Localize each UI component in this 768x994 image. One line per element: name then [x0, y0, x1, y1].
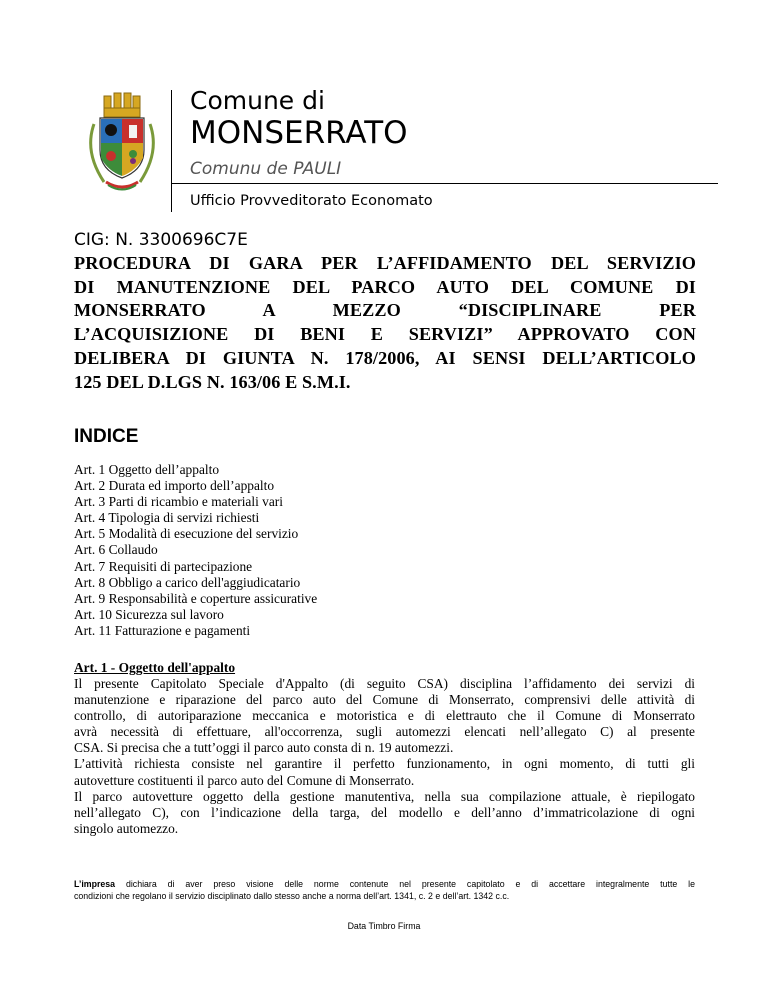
title-line: PROCEDURA DI GARA PER L’AFFIDAMENTO DEL SERVIZIO — [74, 253, 696, 273]
article-1-line: singolo automezzo. — [74, 820, 179, 836]
crown-icon — [104, 93, 140, 117]
article-1-heading: Art. 1 - Oggetto dell'appalto — [74, 660, 236, 675]
article-1-line: controllo, di autoriparazione meccanica e motoristica e di elettrauto che il Comune di Monserrato — [74, 708, 695, 724]
header-sardinian-name: Comunu de PAULI — [190, 159, 342, 179]
article-1-line: Il presente Capitolato Speciale d'Appalto (di seguito CSA) disciplina l’affidamento dei servizi di — [74, 676, 695, 691]
article-1-line: autovetture costituenti il parco auto del Comune di Monserrato. — [74, 772, 415, 788]
index-item: Art. 3 Parti di ricambio e materiali vari — [74, 494, 283, 510]
article-1-body — [74, 676, 695, 837]
article-1-line: Il parco autovetture oggetto della gestione manutentiva, nella sua compilazione attuale, è riepilogato — [74, 788, 695, 804]
footer-lead: L’impresa — [74, 879, 116, 889]
footer-signature-stamp: Data Timbro Firma — [347, 921, 421, 931]
header-vertical-rule — [171, 90, 172, 212]
index-item: Art. 8 Obbligo a carico dell'aggiudicatario — [74, 574, 301, 590]
title-line: MONSERRATO A MEZZO “DISCIPLINARE PER — [74, 300, 696, 321]
index-item: Art. 5 Modalità di esecuzione del servizio — [74, 526, 299, 542]
article-1-line: nell’allegato C), con l’indicazione della targa, del modello e dell’anno d’immatricolazione di ogni — [74, 804, 695, 820]
index-item: Art. 10 Sicurezza sul lavoro — [74, 606, 224, 622]
footer-line-2: condizioni che regolano il servizio disciplinato dallo stesso anche a norma dell’art. 1341, c. 2 e dell’art. 1342 c.c. — [74, 891, 510, 901]
header-office-name: Ufficio Provveditorato Economato — [190, 193, 433, 209]
title-line: 125 DEL D.LGS N. 163/06 E S.M.I. — [74, 371, 351, 392]
document-title — [74, 252, 696, 394]
article-1-line: CSA. Si precisa che a tutt’oggi il parco auto consta di n. 19 automezzi. — [74, 740, 454, 756]
header-comune-di: Comune di — [190, 86, 325, 115]
index-item: Art. 7 Requisiti di partecipazione — [74, 558, 253, 574]
article-1-line: avrà necessità di effettuare, all'occorrenza, sugli automezzi elencati nell’allegato C) al presente — [74, 724, 695, 740]
index-item: Art. 4 Tipologia di servizi richiesti — [74, 510, 260, 526]
title-line: L’ACQUISIZIONE DI BENI E SERVIZI” APPROVATO CON — [74, 324, 696, 345]
index-list — [74, 462, 317, 639]
title-line: DELIBERA DI GIUNTA N. 178/2006, AI SENSI DELL’ARTICOLO — [74, 347, 696, 368]
article-1-line: manutenzione e riparazione del parco auto del Comune di Monserrato, comprensivi delle attività di — [74, 692, 695, 708]
index-item: Art. 2 Durata ed importo dell’appalto — [74, 478, 275, 494]
index-item: Art. 11 Fatturazione e pagamenti — [74, 622, 251, 638]
shield-icon — [100, 118, 144, 178]
index-item: Art. 9 Responsabilità e coperture assicurative — [74, 590, 318, 606]
header-city-name: MONSERRATO — [190, 115, 408, 151]
footer-line-1 — [74, 878, 695, 890]
cig-code: CIG: N. 3300696C7E — [74, 230, 248, 250]
title-line: DI MANUTENZIONE DEL PARCO AUTO DEL COMUNE DI — [74, 276, 696, 297]
municipal-crest-logo — [78, 88, 166, 198]
footer-declaration — [74, 878, 695, 902]
article-1-line: L’attività richiesta consiste nel garantire il perfetto funzionamento, in ogni momento, di tutti gli — [74, 756, 695, 772]
header-horizontal-rule — [172, 183, 718, 184]
index-item: Art. 6 Collaudo — [74, 542, 158, 558]
footer-line-1-text: dichiara di aver preso visione delle norme contenute nel presente capitolato e di accettare integralmente tutte le — [115, 879, 695, 889]
index-item: Art. 1 Oggetto dell’appalto — [74, 462, 220, 477]
index-heading: INDICE — [74, 426, 139, 447]
